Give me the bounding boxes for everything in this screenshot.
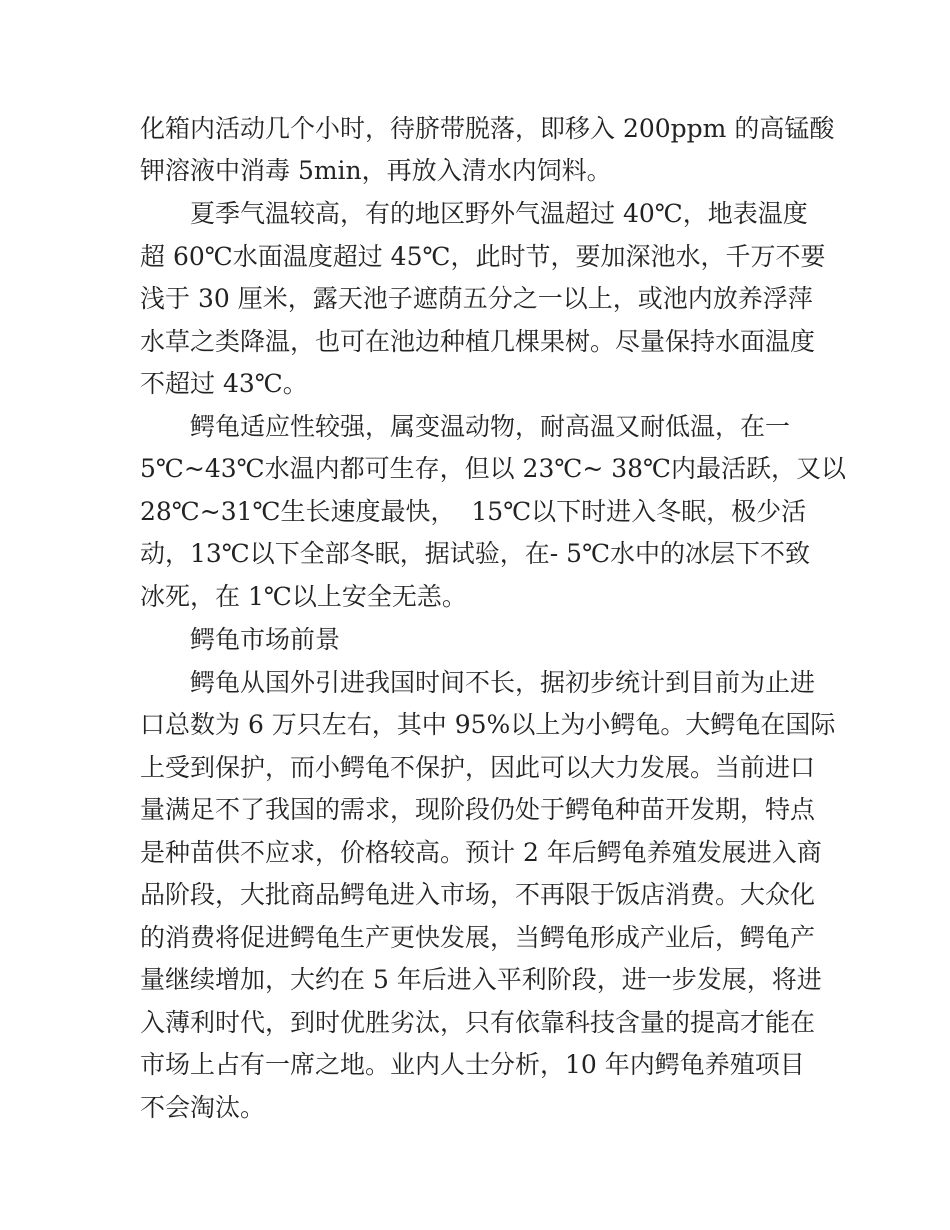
text-line: 超 60℃水面温度超过 45℃，此时节，要加深池水，千万不要 xyxy=(140,242,826,271)
paragraph-first-line: 鳄龟从国外引进我国时间不长，据初步统计到目前为止进 xyxy=(190,668,816,697)
text-line: 入薄利时代，到时优胜劣汰，只有依靠科技含量的提高才能在 xyxy=(140,1008,816,1037)
text-line: 不会淘汰。 xyxy=(140,1093,266,1122)
text-line: 品阶段，大批商品鳄龟进入市场，不再限于饭店消费。大众化 xyxy=(140,880,816,909)
text-line: 的消费将促进鳄龟生产更快发展，当鳄龟形成产业后，鳄龟产 xyxy=(140,923,816,952)
text-line: 浅于 30 厘米，露天池子遮荫五分之一以上，或池内放养浮萍 xyxy=(140,284,813,313)
text-line: 钾溶液中消毒 5min，再放入清水内饲料。 xyxy=(140,156,612,185)
paragraph-first-line: 鳄龟适应性较强，属变温动物，耐高温又耐低温，在一 xyxy=(190,412,791,441)
text-line: 口总数为 6 万只左右，其中 95%以上为小鳄龟。大鳄龟在国际 xyxy=(140,710,836,739)
text-line: 28℃~31℃生长速度最快， 15℃以下时进入冬眠，极少活 xyxy=(140,497,807,526)
text-line: 5℃~43℃水温内都可生存，但以 23℃~ 38℃内最活跃，又以 xyxy=(140,454,846,483)
text-line: 动，13℃以下全部冬眠，据试验，在- 5℃水中的冰层下不致 xyxy=(140,539,811,568)
paragraph-first-line: 夏季气温较高，有的地区野外气温超过 40℃，地表温度 xyxy=(190,199,808,228)
text-line: 量满足不了我国的需求，现阶段仍处于鳄龟种苗开发期，特点 xyxy=(140,795,816,824)
text-line: 量继续增加，大约在 5 年后进入平利阶段，进一步发展，将进 xyxy=(140,965,822,994)
text-line: 冰死，在 1℃以上安全无恙。 xyxy=(140,582,467,611)
text-line: 水草之类降温，也可在池边种植几棵果树。尽量保持水面温度 xyxy=(140,327,816,356)
section-heading: 鳄龟市场前景 xyxy=(190,625,341,654)
text-line: 不超过 43℃。 xyxy=(140,369,308,398)
text-line: 上受到保护，而小鳄龟不保护，因此可以大力发展。当前进口 xyxy=(140,753,816,782)
text-line: 化箱内活动几个小时，待脐带脱落，即移入 200ppm 的高锰酸 xyxy=(140,114,835,143)
text-line: 是种苗供不应求，价格较高。预计 2 年后鳄龟养殖发展进入商 xyxy=(140,838,822,867)
text-line: 市场上占有一席之地。业内人士分析，10 年内鳄龟养殖项目 xyxy=(140,1050,805,1079)
